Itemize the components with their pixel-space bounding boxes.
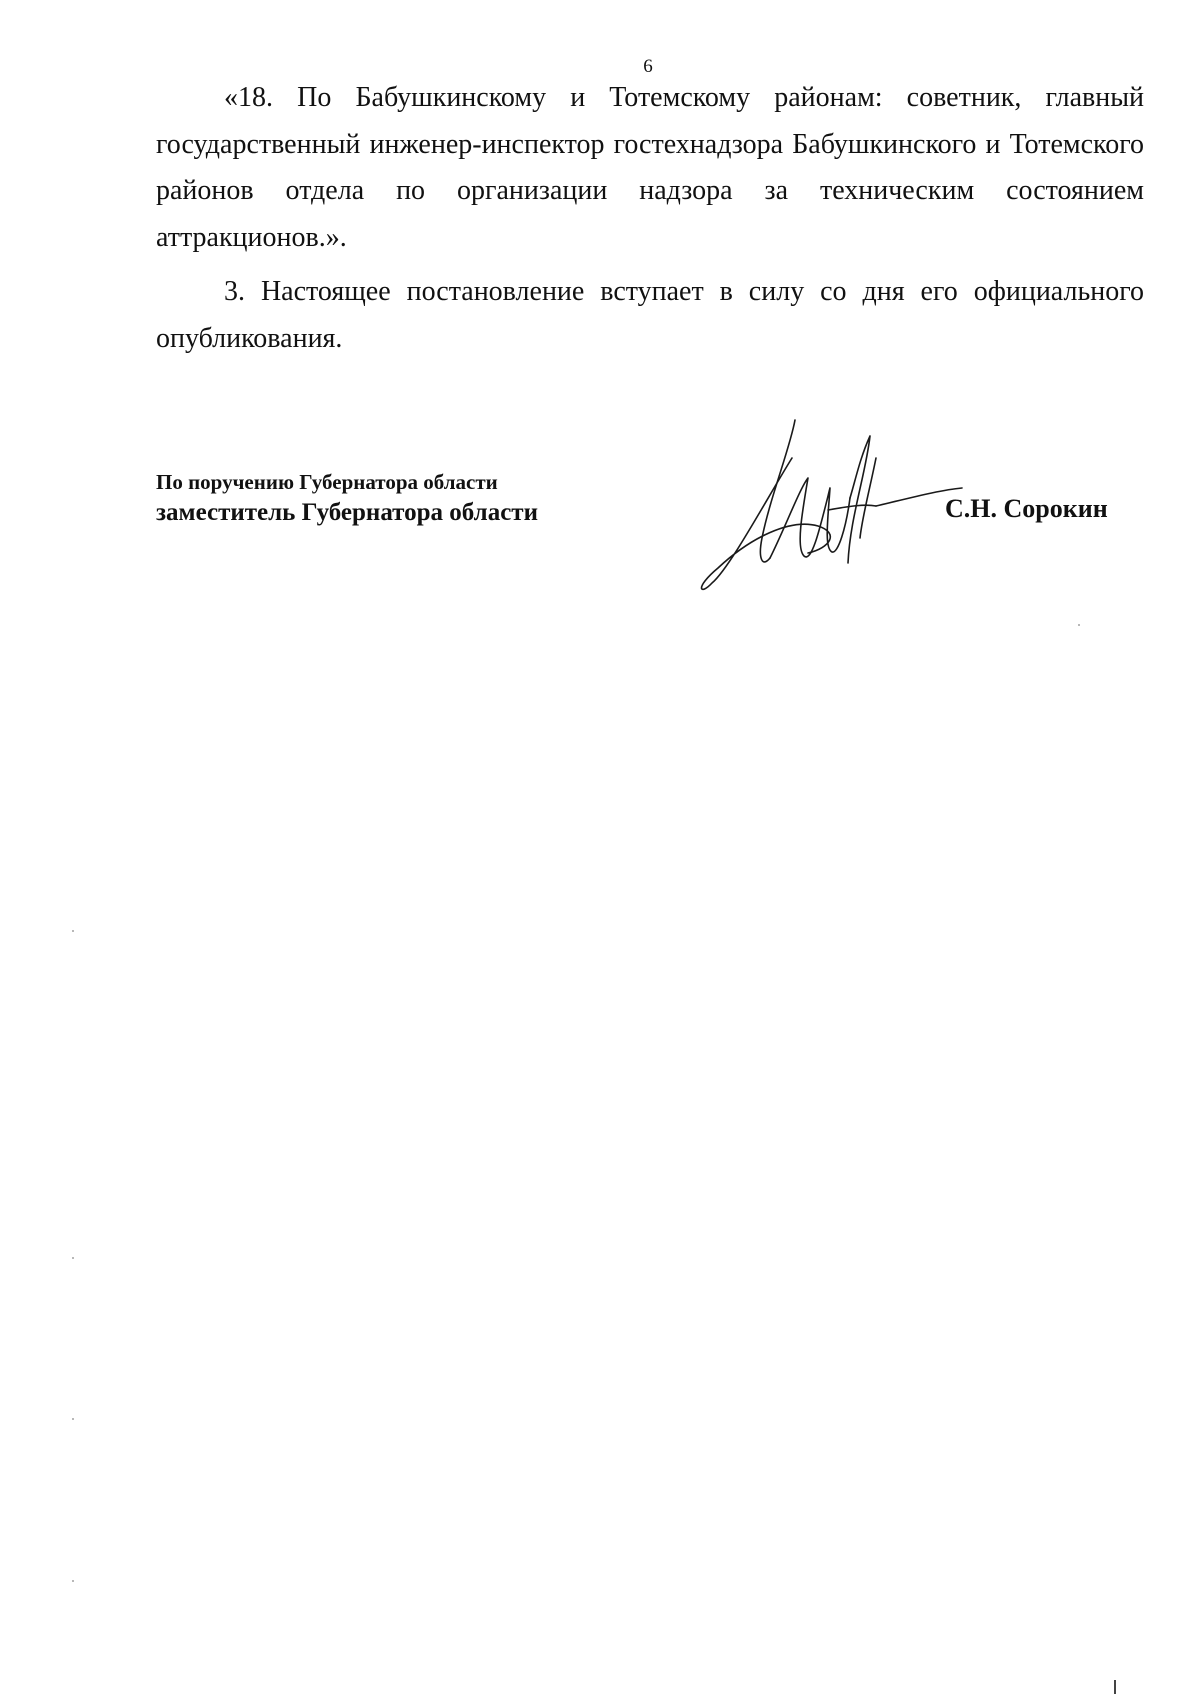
paragraph-entry-into-force: 3. Настоящее постановление вступает в силу со дня его официального опубликования. — [156, 276, 1144, 354]
scan-mark — [1114, 1680, 1116, 1694]
scan-speck — [72, 930, 74, 932]
scan-speck — [72, 1580, 74, 1582]
scan-speck — [72, 1257, 74, 1259]
signatory-position: заместитель Губернатора области — [156, 499, 538, 526]
page-number: 6 — [643, 56, 653, 77]
signatory-authority-line: По поручению Губернатора области — [156, 470, 498, 494]
signatory-name: С.Н. Сорокин — [945, 494, 1108, 523]
scan-speck — [1078, 624, 1080, 626]
paragraph-amendment-18: «18. По Бабушкинскому и Тотемскому районам: советник, главный государственный инженер-инспектор гостехнадзора Бабушкинского и Тотемского районов отдела по организации надзора за техническим состоянием аттракционов.». — [156, 82, 1144, 253]
handwritten-signature — [700, 418, 980, 598]
scan-speck — [72, 1418, 74, 1420]
